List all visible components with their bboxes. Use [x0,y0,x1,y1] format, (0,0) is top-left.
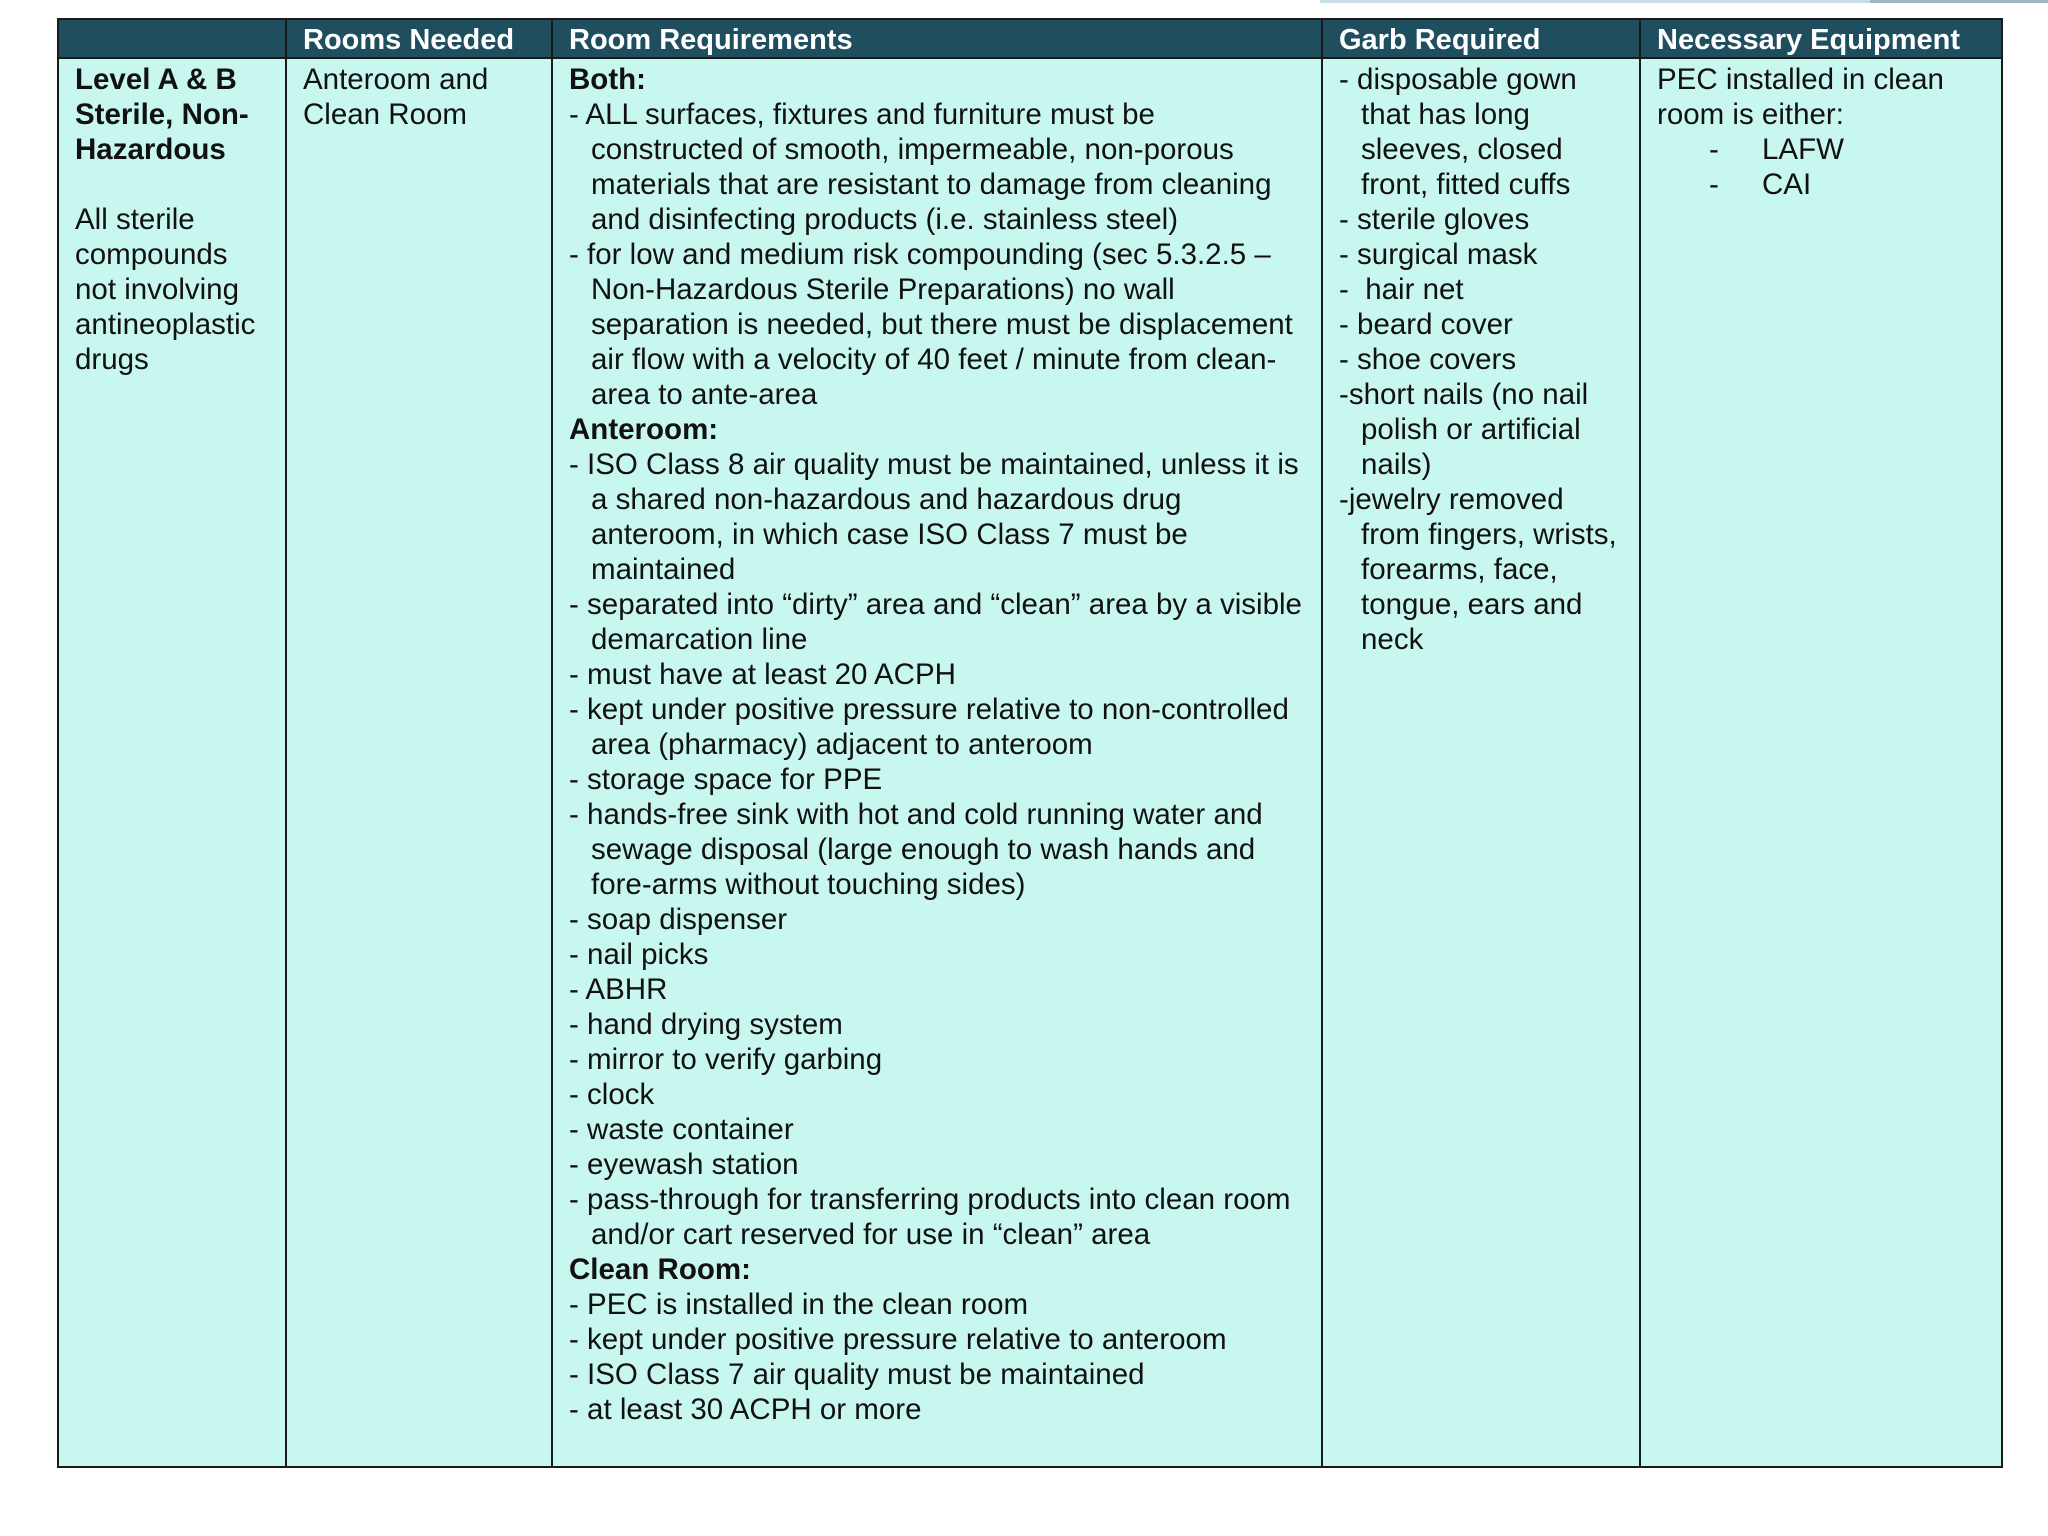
list-item: - sterile gloves [1339,202,1625,237]
list-item: - hand drying system [569,1007,1307,1042]
list-item: - PEC is installed in the clean room [569,1287,1307,1322]
list-item: - waste container [569,1112,1307,1147]
list-item: - storage space for PPE [569,762,1307,797]
list-item: - ABHR [569,972,1307,1007]
list-item: - ALL surfaces, fixtures and furniture must be constructed of smooth, impermeable, non-porous materials that are resistant to damage from cleaning and disinfecting products (i.e. stainless steel) [569,97,1307,237]
list-item: - shoe covers [1339,342,1625,377]
list-item: - eyewash station [569,1147,1307,1182]
list-item: - kept under positive pressure relative to non-controlled area (pharmacy) adjacent to anteroom [569,692,1307,762]
header-rooms-needed: Rooms Needed [286,19,552,58]
list-item: - disposable gown that has long sleeves, closed front, fitted cuffs [1339,62,1625,202]
list-item: - soap dispenser [569,902,1307,937]
equipment-item: LAFW [1762,133,1844,166]
anteroom-heading: Anteroom: [569,413,719,446]
list-item: - for low and medium risk compounding (sec 5.3.2.5 – Non-Hazardous Sterile Preparations) no wall separation is needed, but there must be displacement air flow with a velocity of 40 feet / minute from clean-area to ante-area [569,237,1307,412]
list-item: - kept under positive pressure relative to anteroom [569,1322,1307,1357]
list-item: - jewelry removed from fingers, wrists, forearms, face, tongue, ears and neck [1339,482,1625,657]
top-decor-line-dark [1870,0,2048,3]
dash-marker: - [1709,133,1719,166]
list-item: - at least 30 ACPH or more [569,1392,1307,1427]
list-item: - ISO Class 7 air quality must be maintained [569,1357,1307,1392]
list-item: - nail picks [569,937,1307,972]
requirements-table [57,18,2003,1468]
level-cell [58,58,286,1467]
list-item: - ISO Class 8 air quality must be maintained, unless it is a shared non-hazardous and hazardous drug anteroom, in which case ISO Class 7 must be maintained [569,447,1307,587]
list-item: - hair net [1339,272,1625,307]
list-item: - hands-free sink with hot and cold running water and sewage disposal (large enough to wash hands and fore-arms without touching sides) [569,797,1307,902]
table-row [58,58,2002,1467]
list-item: - separated into “dirty” area and “clean” area by a visible demarcation line [569,587,1307,657]
list-item: - surgical mask [1339,237,1625,272]
equipment-item: CAI [1762,168,1812,201]
equipment-intro: PEC installed in clean room is either: [1657,63,1944,131]
necessary-equipment-cell [1640,58,2002,1467]
header-necessary-equipment: Necessary Equipment [1640,19,2002,58]
header-room-requirements: Room Requirements [552,19,1322,58]
level-description: All sterile compounds not involving antineoplastic drugs [75,203,256,376]
list-item: - mirror to verify garbing [569,1042,1307,1077]
clean-room-list [569,1287,1307,1427]
header-garb-required: Garb Required [1322,19,1640,58]
list-item: - beard cover [1339,307,1625,342]
list-item: - must have at least 20 ACPH [569,657,1307,692]
header-row [58,19,2002,58]
clean-room-heading: Clean Room: [569,1253,751,1286]
equipment-list [1657,132,1987,202]
anteroom-list [569,447,1307,1252]
both-list [569,97,1307,412]
garb-list [1339,62,1625,657]
list-item: - short nails (no nail polish or artificial nails) [1339,377,1625,482]
level-title: Level A & B Sterile, Non-Hazardous [75,63,249,166]
list-item: - pass-through for transferring products into clean room and/or cart reserved for use in “clean” area [569,1182,1307,1252]
list-item [1657,132,1987,167]
header-level [58,19,286,58]
rooms-needed-text: Anteroom and Clean Room [303,63,489,131]
dash-marker: - [1709,168,1719,201]
room-requirements-cell [552,58,1322,1467]
list-item: - clock [569,1077,1307,1112]
list-item [1657,167,1987,202]
garb-required-cell [1322,58,1640,1467]
rooms-needed-cell [286,58,552,1467]
both-heading: Both: [569,63,646,96]
